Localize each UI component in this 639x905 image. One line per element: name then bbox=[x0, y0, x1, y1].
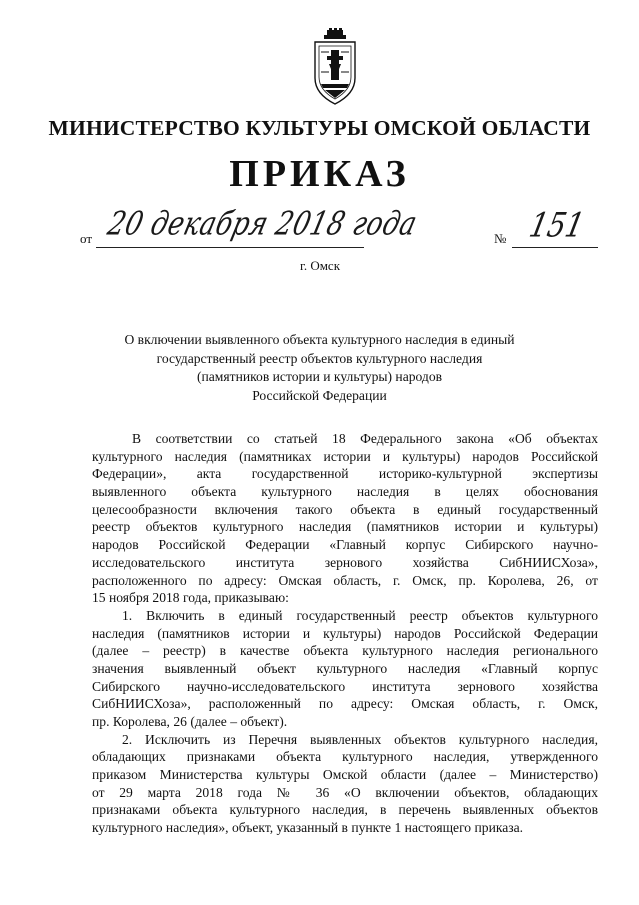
handwritten-date: 20 декабря 2018 года bbox=[104, 205, 421, 243]
date-prefix-label: от bbox=[80, 231, 93, 246]
subject-line: (памятников истории и культуры) народов bbox=[196, 369, 443, 384]
number-prefix-label: № bbox=[494, 231, 507, 246]
item-1-line: 1. Включить в единый государственный реестр объектов культурного bbox=[122, 607, 598, 623]
order-subject bbox=[110, 331, 529, 405]
number-underline bbox=[512, 247, 598, 248]
subject-line: государственный реестр объектов культурного наследия bbox=[156, 350, 483, 366]
item-1-line: пр. Королева, 26 (далее – объект). bbox=[92, 714, 288, 729]
preamble-line: целесообразности включения такого объекта в единый государственный bbox=[92, 501, 598, 517]
subject-line: О включении выявленного объекта культурного наследия в единый bbox=[124, 332, 515, 347]
item-2-line: приказом Министерства культуры Омской области (далее – Министерство) bbox=[92, 767, 598, 783]
order-body bbox=[92, 430, 598, 837]
ministry-title: МИНИСТЕРСТВО КУЛЬТУРЫ ОМСКОЙ ОБЛАСТИ bbox=[48, 116, 591, 140]
city-label: г. Омск bbox=[299, 258, 341, 273]
preamble-line: Федерации», акта государственной историко-культурной экспертизы bbox=[92, 466, 598, 482]
date-underline bbox=[96, 247, 364, 248]
item-2-line: признаками объекта культурного наследия, в перечень выявленных объектов bbox=[92, 802, 598, 818]
preamble-line: В соответствии со статьей 18 Федерального закона «Об объектах bbox=[132, 431, 598, 446]
item-2-line: 2. Исключить из Перечня выявленных объектов культурного наследия, bbox=[122, 731, 598, 747]
item-1-line: Сибирского научно-исследовательского института зернового хозяйства bbox=[92, 678, 598, 694]
coat-of-arms-emblem bbox=[307, 28, 363, 112]
subject-line: Российской Федерации bbox=[252, 387, 387, 403]
item-1-line: значения выявленный объект культурного наследия «Главный корпус bbox=[92, 660, 598, 676]
preamble-line: реестр объектов культурного наследия (памятников истории и культуры) bbox=[92, 519, 598, 535]
preamble-line: народов Российской Федерации «Главный корпус Сибирского научно- bbox=[92, 537, 598, 553]
preamble-line: расположенного по адресу: Омская область, г. Омск, пр. Королева, 26, от bbox=[92, 572, 598, 588]
item-1-line: (далее – реестр) в качестве объекта культурного наследия регионального bbox=[92, 643, 598, 659]
item-1-line: наследия (памятников истории и культуры) народов Российской Федерации bbox=[92, 625, 598, 641]
item-2-line: от 29 марта 2018 года № 36 «О включении объектов, обладающих bbox=[92, 784, 598, 800]
preamble-line: культурного наследия (памятниках истории и культуры) народов Российской bbox=[92, 448, 598, 464]
preamble-line: выявленного объекта культурного наследия в целях обоснования bbox=[92, 484, 598, 500]
document-type-title: ПРИКАЗ bbox=[229, 153, 410, 195]
handwritten-number: 151 bbox=[526, 205, 588, 245]
preamble-line: 15 ноября 2018 года, приказываю: bbox=[92, 590, 289, 606]
item-2-line: культурного наследия», объект, указанный в пункте 1 настоящего приказа. bbox=[92, 820, 524, 836]
preamble-line: исследовательского института зернового хозяйства СибНИИСХоза», bbox=[92, 554, 598, 570]
item-2-line: обладающих признаками объекта культурного наследия, утвержденного bbox=[92, 749, 598, 765]
item-1-line: СибНИИСХоза», расположенный по адресу: Омская область, г. Омск, bbox=[92, 696, 598, 712]
